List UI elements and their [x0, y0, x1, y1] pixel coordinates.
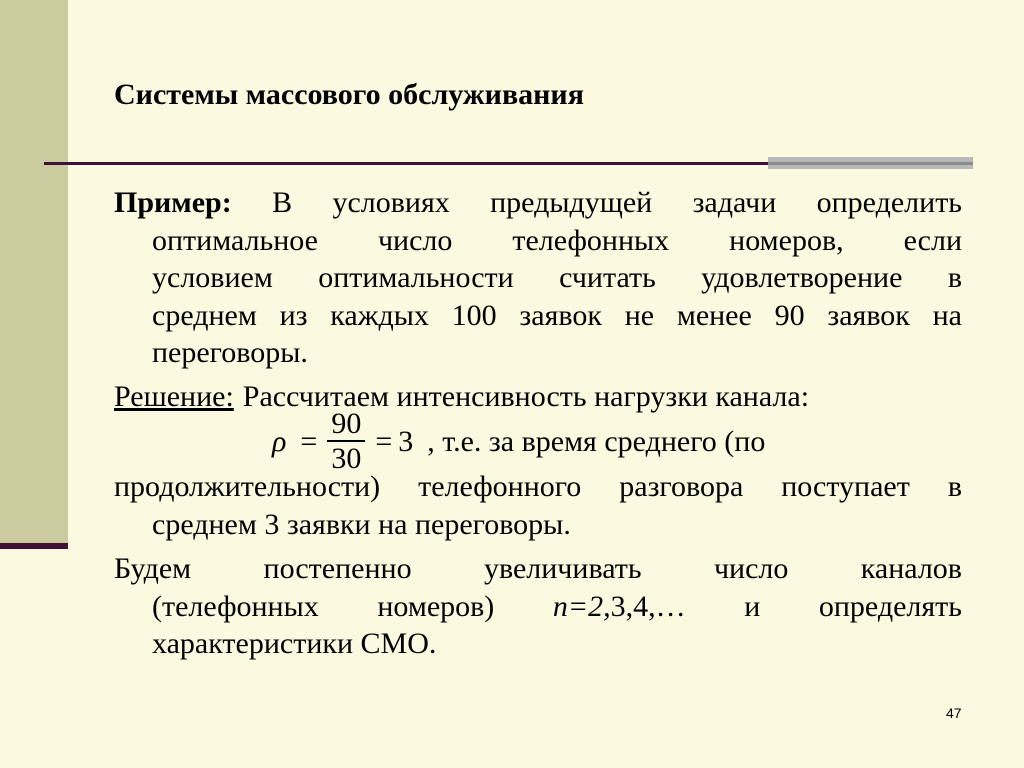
- example-word: предыдущей: [490, 186, 653, 219]
- example-word: из: [279, 298, 308, 332]
- example-word: заявок: [519, 298, 602, 332]
- formula-denominator: 30: [331, 441, 362, 475]
- conclusion-word: каналов: [860, 552, 962, 585]
- formula-fraction: [327, 408, 365, 476]
- solution-label: Решение:: [114, 380, 234, 413]
- conclusion-word: номеров): [377, 589, 495, 623]
- conclusion-word: определять: [818, 589, 962, 623]
- example-word: переговоры.: [152, 336, 308, 369]
- solution-word: разговора: [619, 470, 744, 503]
- example-word: В: [272, 186, 293, 219]
- example-paragraph: [114, 184, 962, 372]
- rho-symbol: ρ: [272, 425, 287, 458]
- example-word: считать: [559, 261, 656, 294]
- example-word: номеров,: [729, 223, 844, 257]
- example-word: 90: [774, 298, 805, 332]
- example-word: каждых: [330, 298, 429, 332]
- example-word: на: [932, 298, 962, 332]
- example-line-2: [114, 222, 962, 260]
- solution-paragraph: [114, 468, 962, 543]
- example-word: определить: [816, 186, 962, 219]
- n-italic: n=2,: [552, 589, 611, 623]
- example-word: телефонных: [512, 223, 670, 257]
- conclusion-word: (телефонных: [152, 589, 319, 623]
- example-word: условием: [152, 261, 273, 294]
- example-word: заявок: [827, 298, 910, 332]
- example-word: если: [903, 223, 962, 257]
- example-word: не: [624, 298, 655, 332]
- side-decor-line: [0, 543, 68, 549]
- example-line-1: [114, 184, 962, 222]
- formula-equals: =: [300, 425, 318, 458]
- example-word: удовлетворение: [701, 261, 903, 294]
- title-divider-line: [44, 162, 774, 165]
- conclusion-word: увеличивать: [483, 552, 642, 585]
- conclusion-line-2: [114, 588, 962, 626]
- solution-line-3: [114, 506, 962, 544]
- n-expression: [553, 588, 686, 626]
- example-word: условиях: [332, 186, 450, 219]
- solution-word: поступает: [781, 470, 910, 503]
- example-word: среднем: [152, 298, 257, 332]
- conclusion-word: и: [744, 589, 761, 623]
- example-line-5: [114, 334, 962, 372]
- solution-text: Рассчитаем интенсивность нагрузки канала:: [242, 380, 810, 413]
- example-word: в: [947, 261, 962, 294]
- solution-line-2: [114, 468, 962, 506]
- n-rest: 3,4,…: [610, 589, 686, 623]
- solution-word: в: [947, 470, 962, 503]
- solution-word: среднем 3 заявки на переговоры.: [152, 507, 571, 541]
- formula-numerator: 90: [331, 407, 362, 441]
- conclusion-word: характеристики СМО.: [152, 627, 437, 660]
- conclusion-paragraph: [114, 550, 962, 663]
- title-divider-block-line: [768, 162, 973, 165]
- conclusion-word: Будем: [114, 552, 192, 585]
- formula-result: 3: [398, 425, 414, 458]
- page-number: 47: [946, 705, 962, 721]
- example-word: задачи: [692, 186, 777, 219]
- example-word: менее: [676, 298, 752, 332]
- solution-word: телефонного: [418, 470, 582, 503]
- example-label: Пример:: [114, 186, 232, 219]
- conclusion-line-1: [114, 550, 962, 588]
- example-line-3: [114, 259, 962, 297]
- after-formula-text: , т.е. за время среднего (по: [427, 425, 766, 458]
- formula-equals: =: [375, 425, 393, 458]
- example-word: оптимальное: [152, 223, 318, 257]
- slide-title: Системы массового обслуживания: [114, 78, 584, 111]
- example-word: 100: [451, 298, 497, 332]
- solution-word: продолжительности): [114, 470, 381, 503]
- example-word: оптимальности: [318, 261, 514, 294]
- conclusion-word: число: [713, 552, 789, 585]
- example-line-4: [114, 297, 962, 335]
- side-decor-bar: [0, 0, 68, 543]
- conclusion-word: постепенно: [263, 552, 412, 585]
- example-word: число: [377, 223, 453, 257]
- conclusion-line-3: [114, 625, 962, 663]
